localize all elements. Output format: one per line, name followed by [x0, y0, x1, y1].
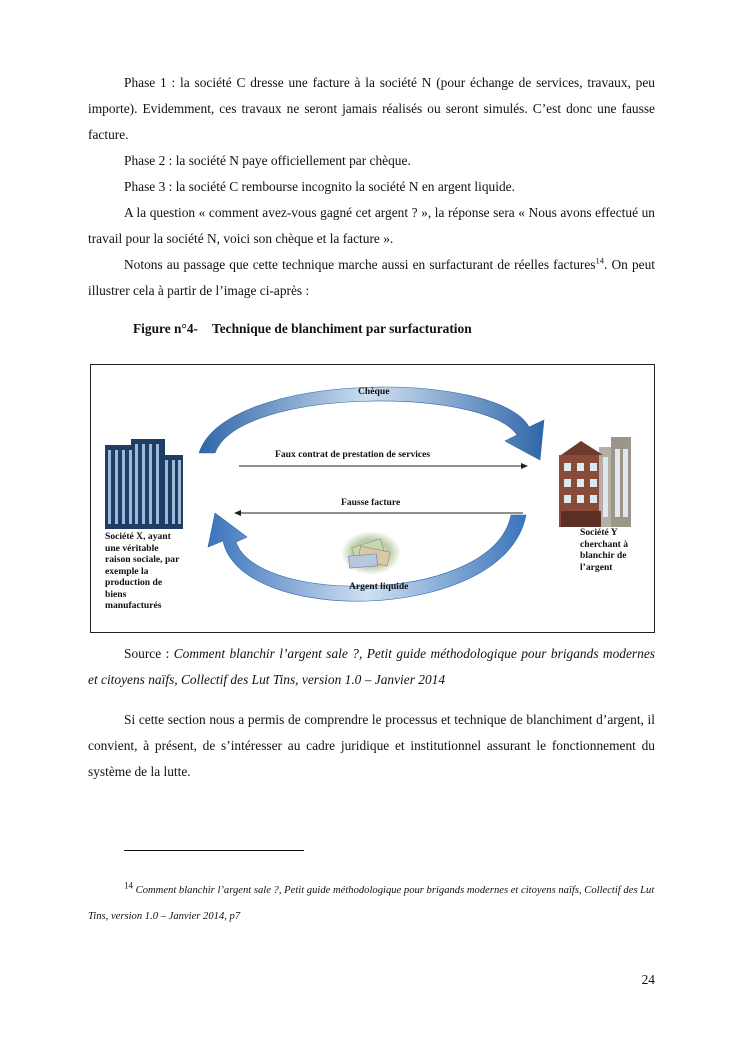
- building-icon-left: [105, 439, 183, 529]
- label-faux-contrat: Faux contrat de prestation de services: [275, 449, 431, 460]
- label-argent-liquide: Argent liquide: [349, 581, 409, 592]
- cash-icon: [341, 531, 401, 575]
- footnote: [88, 878, 655, 930]
- footnote-text: Comment blanchir l’argent sale ?, Petit guide méthodologique pour brigands modernes et citoyens naïfs, Collectif des Lut Tins, version 1.0 – Janvier 2014, p7: [88, 885, 655, 922]
- paragraph-surfacturation-tail: . On peut illustrer cela à partir de l’image ci-après :: [88, 257, 655, 298]
- paragraph-phase-1: Phase 1 : la société C dresse une facture à la société N (pour échange de services, travaux, peu importe). Evidemment, ces travaux ne seront jamais réalisés ou seront simulés. C’est donc une fausse facture.: [88, 75, 655, 142]
- paragraph-surfacturation: [88, 252, 655, 304]
- footnote-ref[interactable]: 14: [595, 255, 605, 266]
- figure-caption: [133, 321, 472, 337]
- paragraph-question: A la question « comment avez-vous gagné cet argent ? », la réponse sera « Nous avons effectué un travail pour la société N, voici son chèque et la facture ».: [88, 205, 655, 246]
- source-citation: Comment blanchir l’argent sale ?, Petit guide méthodologique pour brigands modernes et citoyens naïfs, Collectif des Lut Tins, version 1.0 – Janvier 2014: [88, 646, 655, 687]
- footnote-number: 14: [124, 880, 133, 891]
- building-icon-right: [559, 437, 631, 527]
- footnote-separator: [124, 850, 304, 851]
- label-cheque: Chèque: [358, 386, 390, 397]
- paragraph-surfacturation-text: Notons au passage que cette technique marche aussi en surfacturant de réelles factures: [124, 257, 596, 272]
- paragraph-phase-3: Phase 3 : la société C rembourse incognito la société N en argent liquide.: [124, 179, 515, 194]
- figure-number: Figure n°4-: [133, 321, 198, 336]
- paragraph-phase-2: Phase 2 : la société N paye officiellement par chèque.: [124, 153, 411, 168]
- figure-diagram: [90, 364, 655, 633]
- figure-source: [88, 641, 655, 693]
- paragraph-conclusion: Si cette section nous a permis de comprendre le processus et technique de blanchiment d’argent, il convient, à présent, de s’intéresser au cadre juridique et institutionnel assurant le fonctionnement du système de la lutte.: [88, 712, 655, 779]
- source-label: Source :: [124, 646, 174, 661]
- label-societe-x: Société X, ayant une véritable raison sociale, par exemple la production de biens manufacturés: [105, 531, 180, 611]
- figure-title: Technique de blanchiment par surfacturation: [212, 321, 472, 336]
- label-fausse-facture: Fausse facture: [341, 497, 401, 508]
- label-societe-y: Société Y cherchant à blanchir de l’argent: [580, 527, 629, 573]
- page-number: 24: [641, 972, 655, 987]
